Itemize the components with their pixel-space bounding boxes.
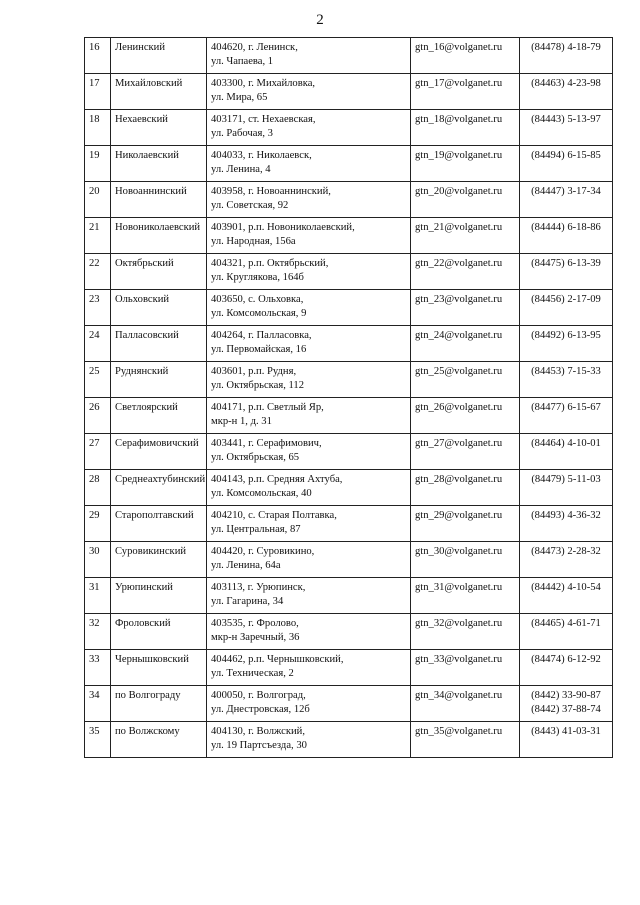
email-cell xyxy=(411,542,520,578)
email-address: gtn_28@volganet.ru xyxy=(415,474,503,485)
row-number: 34 xyxy=(89,690,100,701)
address-cell xyxy=(207,182,411,218)
phone-number: (8442) 33-90-87 xyxy=(531,690,601,701)
address-line: ул. Рабочая, 3 xyxy=(211,128,273,139)
address-line: 403535, г. Фролово, xyxy=(211,618,299,629)
address-line: ул. Советская, 92 xyxy=(211,200,289,211)
phone-number: (84456) 2-17-09 xyxy=(531,294,601,305)
district-name: Фроловский xyxy=(115,618,171,629)
email-address: gtn_27@volganet.ru xyxy=(415,438,503,449)
phone-cell xyxy=(520,146,613,182)
address-line: 404033, г. Николаевск, xyxy=(211,150,312,161)
address-cell xyxy=(207,650,411,686)
row-number-cell xyxy=(85,398,111,434)
address-line: 403441, г. Серафимович, xyxy=(211,438,322,449)
address-line: ул. Чапаева, 1 xyxy=(211,56,274,67)
address-line: ул. Центральная, 87 xyxy=(211,524,301,535)
row-number: 29 xyxy=(89,510,100,521)
email-cell xyxy=(411,614,520,650)
district-name: Нехаевский xyxy=(115,114,168,125)
phone-cell xyxy=(520,686,613,722)
address-line: 404462, р.п. Чернышковский, xyxy=(211,654,344,665)
table-row xyxy=(85,182,613,218)
email-cell xyxy=(411,434,520,470)
email-address: gtn_19@volganet.ru xyxy=(415,150,503,161)
phone-cell xyxy=(520,578,613,614)
address-cell xyxy=(207,74,411,110)
address-cell xyxy=(207,362,411,398)
table-row xyxy=(85,542,613,578)
district-cell xyxy=(111,362,207,398)
district-name: Новониколаевский xyxy=(115,222,201,233)
address-line: 403901, р.п. Новониколаевский, xyxy=(211,222,355,233)
email-address: gtn_17@volganet.ru xyxy=(415,78,503,89)
row-number-cell xyxy=(85,110,111,146)
row-number: 35 xyxy=(89,726,100,737)
email-cell xyxy=(411,722,520,758)
phone-cell xyxy=(520,110,613,146)
email-cell xyxy=(411,38,520,74)
row-number-cell xyxy=(85,434,111,470)
email-address: gtn_24@volganet.ru xyxy=(415,330,503,341)
address-line: 404321, р.п. Октябрьский, xyxy=(211,258,329,269)
address-cell xyxy=(207,110,411,146)
email-cell xyxy=(411,506,520,542)
address-line: 404420, г. Суровикино, xyxy=(211,546,315,557)
row-number: 27 xyxy=(89,438,100,449)
email-address: gtn_30@volganet.ru xyxy=(415,546,503,557)
row-number: 21 xyxy=(89,222,100,233)
phone-cell xyxy=(520,614,613,650)
phone-number: (84478) 4-18-79 xyxy=(531,42,601,53)
row-number-cell xyxy=(85,218,111,254)
phone-cell xyxy=(520,434,613,470)
district-cell xyxy=(111,74,207,110)
district-cell xyxy=(111,326,207,362)
page-number: 2 xyxy=(316,12,324,28)
address-line: ул. Ленина, 64а xyxy=(211,560,281,571)
phone-cell xyxy=(520,254,613,290)
address-line: 403650, с. Ольховка, xyxy=(211,294,304,305)
table-row xyxy=(85,650,613,686)
row-number-cell xyxy=(85,470,111,506)
email-cell xyxy=(411,686,520,722)
address-line: 404620, г. Ленинск, xyxy=(211,42,298,53)
row-number: 33 xyxy=(89,654,100,665)
address-cell xyxy=(207,38,411,74)
table-row xyxy=(85,74,613,110)
address-line: 404264, г. Палласовка, xyxy=(211,330,312,341)
row-number-cell xyxy=(85,542,111,578)
email-cell xyxy=(411,362,520,398)
district-name: Палласовский xyxy=(115,330,179,341)
district-name: Серафимовичский xyxy=(115,438,199,449)
address-cell xyxy=(207,146,411,182)
address-line: 403601, р.п. Рудня, xyxy=(211,366,297,377)
email-cell xyxy=(411,254,520,290)
table-row xyxy=(85,578,613,614)
address-cell xyxy=(207,686,411,722)
phone-cell xyxy=(520,74,613,110)
address-cell xyxy=(207,578,411,614)
table-row xyxy=(85,326,613,362)
address-line: ул. Комсомольская, 40 xyxy=(211,488,312,499)
row-number: 24 xyxy=(89,330,100,341)
phone-number: (84465) 4-61-71 xyxy=(531,618,601,629)
address-line: 403171, ст. Нехаевская, xyxy=(211,114,316,125)
row-number: 26 xyxy=(89,402,100,413)
address-cell xyxy=(207,470,411,506)
email-cell xyxy=(411,74,520,110)
email-address: gtn_22@volganet.ru xyxy=(415,258,503,269)
address-line: 404143, р.п. Средняя Ахтуба, xyxy=(211,474,343,485)
district-name: по Волгограду xyxy=(115,690,181,701)
district-name: Чернышковский xyxy=(115,654,189,665)
phone-cell xyxy=(520,398,613,434)
email-address: gtn_35@volganet.ru xyxy=(415,726,503,737)
district-name: Руднянский xyxy=(115,366,169,377)
email-address: gtn_33@volganet.ru xyxy=(415,654,503,665)
district-cell xyxy=(111,398,207,434)
phone-number: (84494) 6-15-85 xyxy=(531,150,601,161)
table-row xyxy=(85,290,613,326)
row-number: 19 xyxy=(89,150,100,161)
phone-cell xyxy=(520,650,613,686)
district-cell xyxy=(111,290,207,326)
phone-number: (84443) 5-13-97 xyxy=(531,114,601,125)
district-name: Суровикинский xyxy=(115,546,187,557)
address-line: 404210, с. Старая Полтавка, xyxy=(211,510,337,521)
phone-number: (8443) 41-03-31 xyxy=(531,726,601,737)
district-name: Октябрьский xyxy=(115,258,174,269)
district-cell xyxy=(111,110,207,146)
address-line: ул. Гагарина, 34 xyxy=(211,596,284,607)
inspection-contacts-table xyxy=(84,37,613,758)
district-cell xyxy=(111,182,207,218)
district-cell xyxy=(111,254,207,290)
row-number-cell xyxy=(85,722,111,758)
address-line: мкр-н Заречный, 36 xyxy=(211,632,300,643)
row-number-cell xyxy=(85,506,111,542)
district-name: Николаевский xyxy=(115,150,179,161)
district-cell xyxy=(111,578,207,614)
table-row xyxy=(85,146,613,182)
address-line: ул. 19 Партсъезда, 30 xyxy=(211,740,307,751)
phone-cell xyxy=(520,506,613,542)
row-number-cell xyxy=(85,650,111,686)
address-cell xyxy=(207,542,411,578)
phone-cell xyxy=(520,722,613,758)
email-address: gtn_18@volganet.ru xyxy=(415,114,503,125)
row-number-cell xyxy=(85,614,111,650)
phone-number: (84453) 7-15-33 xyxy=(531,366,601,377)
phone-cell xyxy=(520,362,613,398)
district-cell xyxy=(111,686,207,722)
email-cell xyxy=(411,146,520,182)
row-number-cell xyxy=(85,362,111,398)
address-line: ул. Ленина, 4 xyxy=(211,164,271,175)
address-line: мкр-н 1, д. 31 xyxy=(211,416,272,427)
email-address: gtn_21@volganet.ru xyxy=(415,222,503,233)
email-address: gtn_25@volganet.ru xyxy=(415,366,503,377)
email-address: gtn_34@volganet.ru xyxy=(415,690,503,701)
district-name: Ольховский xyxy=(115,294,170,305)
row-number-cell xyxy=(85,686,111,722)
phone-number: (84442) 4-10-54 xyxy=(531,582,601,593)
email-cell xyxy=(411,650,520,686)
table-row xyxy=(85,218,613,254)
email-cell xyxy=(411,470,520,506)
address-line: 403113, г. Урюпинск, xyxy=(211,582,306,593)
table-row xyxy=(85,686,613,722)
phone-number: (84473) 2-28-32 xyxy=(531,546,601,557)
email-address: gtn_23@volganet.ru xyxy=(415,294,503,305)
table-row xyxy=(85,506,613,542)
table-row xyxy=(85,254,613,290)
district-name: Урюпинский xyxy=(115,582,173,593)
row-number: 16 xyxy=(89,42,100,53)
phone-number: (84463) 4-23-98 xyxy=(531,78,601,89)
district-cell xyxy=(111,146,207,182)
phone-number: (84477) 6-15-67 xyxy=(531,402,601,413)
table-row xyxy=(85,614,613,650)
phone-number: (84447) 3-17-34 xyxy=(531,186,601,197)
phone-cell xyxy=(520,38,613,74)
email-cell xyxy=(411,110,520,146)
row-number: 18 xyxy=(89,114,100,125)
address-line: ул. Народная, 156а xyxy=(211,236,296,247)
phone-number: (84475) 6-13-39 xyxy=(531,258,601,269)
email-cell xyxy=(411,182,520,218)
table-row xyxy=(85,110,613,146)
row-number: 23 xyxy=(89,294,100,305)
row-number-cell xyxy=(85,326,111,362)
phone-number: (84492) 6-13-95 xyxy=(531,330,601,341)
address-line: ул. Первомайская, 16 xyxy=(211,344,307,355)
district-cell xyxy=(111,434,207,470)
district-cell xyxy=(111,38,207,74)
phone-number: (84474) 6-12-92 xyxy=(531,654,601,665)
address-line: 404130, г. Волжский, xyxy=(211,726,305,737)
email-address: gtn_20@volganet.ru xyxy=(415,186,503,197)
row-number: 28 xyxy=(89,474,100,485)
district-name: Старополтавский xyxy=(115,510,194,521)
phone-number: (84493) 4-36-32 xyxy=(531,510,601,521)
address-cell xyxy=(207,506,411,542)
district-name: Среднеахтубинский xyxy=(115,474,206,485)
table-row xyxy=(85,434,613,470)
district-name: Михайловский xyxy=(115,78,183,89)
address-line: 403958, г. Новоаннинский, xyxy=(211,186,331,197)
district-cell xyxy=(111,218,207,254)
district-cell xyxy=(111,542,207,578)
row-number: 17 xyxy=(89,78,100,89)
district-name: по Волжскому xyxy=(115,726,180,737)
phone-cell xyxy=(520,290,613,326)
district-name: Ленинский xyxy=(115,42,166,53)
email-address: gtn_29@volganet.ru xyxy=(415,510,503,521)
address-cell xyxy=(207,326,411,362)
address-line: ул. Комсомольская, 9 xyxy=(211,308,307,319)
phone-number: (84444) 6-18-86 xyxy=(531,222,601,233)
phone-number: (84479) 5-11-03 xyxy=(531,474,601,485)
row-number: 25 xyxy=(89,366,100,377)
email-address: gtn_31@volganet.ru xyxy=(415,582,503,593)
row-number: 31 xyxy=(89,582,100,593)
address-line: ул. Круглякова, 164б xyxy=(211,272,304,283)
row-number: 22 xyxy=(89,258,100,269)
email-cell xyxy=(411,398,520,434)
table-row xyxy=(85,362,613,398)
district-cell xyxy=(111,470,207,506)
address-cell xyxy=(207,614,411,650)
address-cell xyxy=(207,254,411,290)
email-cell xyxy=(411,218,520,254)
district-cell xyxy=(111,614,207,650)
row-number: 32 xyxy=(89,618,100,629)
address-cell xyxy=(207,434,411,470)
district-cell xyxy=(111,722,207,758)
table-body xyxy=(85,38,613,758)
district-cell xyxy=(111,650,207,686)
row-number-cell xyxy=(85,254,111,290)
row-number-cell xyxy=(85,146,111,182)
row-number: 30 xyxy=(89,546,100,557)
email-cell xyxy=(411,578,520,614)
email-address: gtn_32@volganet.ru xyxy=(415,618,503,629)
phone-cell xyxy=(520,470,613,506)
row-number: 20 xyxy=(89,186,100,197)
phone-cell xyxy=(520,542,613,578)
district-name: Новоаннинский xyxy=(115,186,187,197)
phone-number: (8442) 37-88-74 xyxy=(531,704,601,715)
address-line: 400050, г. Волгоград, xyxy=(211,690,306,701)
email-cell xyxy=(411,290,520,326)
row-number-cell xyxy=(85,182,111,218)
phone-cell xyxy=(520,182,613,218)
address-line: 404171, р.п. Светлый Яр, xyxy=(211,402,324,413)
address-line: ул. Днестровская, 12б xyxy=(211,704,310,715)
address-cell xyxy=(207,218,411,254)
email-address: gtn_26@volganet.ru xyxy=(415,402,503,413)
email-address: gtn_16@volganet.ru xyxy=(415,42,503,53)
row-number-cell xyxy=(85,74,111,110)
district-cell xyxy=(111,506,207,542)
table-row xyxy=(85,398,613,434)
address-line: 403300, г. Михайловка, xyxy=(211,78,316,89)
row-number-cell xyxy=(85,38,111,74)
district-name: Светлоярский xyxy=(115,402,178,413)
phone-cell xyxy=(520,326,613,362)
table-row xyxy=(85,470,613,506)
address-cell xyxy=(207,398,411,434)
address-cell xyxy=(207,722,411,758)
address-cell xyxy=(207,290,411,326)
phone-cell xyxy=(520,218,613,254)
row-number-cell xyxy=(85,290,111,326)
address-line: ул. Техническая, 2 xyxy=(211,668,294,679)
email-cell xyxy=(411,326,520,362)
phone-number: (84464) 4-10-01 xyxy=(531,438,601,449)
row-number-cell xyxy=(85,578,111,614)
table-row xyxy=(85,722,613,758)
address-line: ул. Мира, 65 xyxy=(211,92,268,103)
table-row xyxy=(85,38,613,74)
address-line: ул. Октябрьская, 112 xyxy=(211,380,305,391)
address-line: ул. Октябрьская, 65 xyxy=(211,452,300,463)
